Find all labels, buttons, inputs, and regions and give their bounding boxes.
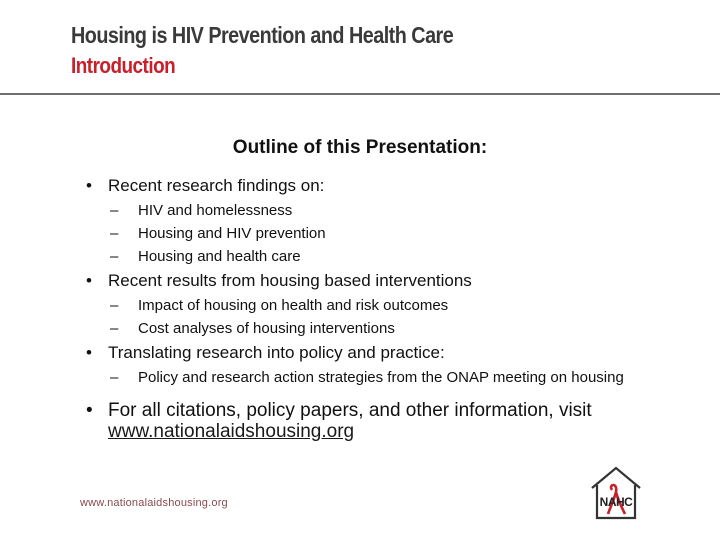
sub-bullet-item xyxy=(110,369,686,387)
sub-bullet-text: Impact of housing on health and risk outcomes xyxy=(138,297,449,314)
outline-list xyxy=(86,176,686,442)
sub-bullet-item xyxy=(110,225,686,243)
bullet-item xyxy=(86,343,686,363)
sub-bullet-item xyxy=(110,248,686,266)
logo-text: NAHC xyxy=(599,495,633,509)
sub-bullet-item xyxy=(110,202,686,220)
website-link[interactable]: www.nationalaidshousing.org xyxy=(108,421,355,442)
bullet-item-citations xyxy=(86,400,686,442)
nahc-logo xyxy=(588,464,644,522)
dash-glyph: – xyxy=(110,297,119,314)
bullet-glyph: • xyxy=(86,400,93,421)
outline-heading: Outline of this Presentation: xyxy=(232,137,488,158)
bullet-text: For all citations, policy papers, and other information, visit xyxy=(108,400,592,421)
bullet-glyph: • xyxy=(86,176,92,195)
sub-bullet-text: Housing and health care xyxy=(138,248,301,265)
bullet-item xyxy=(86,271,686,291)
dash-glyph: – xyxy=(110,202,119,219)
bullet-text: Translating research into policy and practice: xyxy=(108,343,445,362)
slide-title: Housing is HIV Prevention and Health Care xyxy=(71,22,454,48)
sub-bullet-text: Policy and research action strategies from the ONAP meeting on housing xyxy=(138,369,624,386)
spacer xyxy=(86,392,686,400)
header-divider xyxy=(0,93,720,95)
dash-glyph: – xyxy=(110,369,119,386)
dash-glyph: – xyxy=(110,248,119,265)
sub-bullet-item xyxy=(110,297,686,315)
sub-list xyxy=(110,202,686,266)
slide-header xyxy=(0,0,720,95)
house-logo-icon xyxy=(588,464,644,522)
dash-glyph: – xyxy=(110,320,119,337)
bullet-glyph: • xyxy=(86,343,92,362)
sub-bullet-text: Cost analyses of housing interventions xyxy=(138,320,395,337)
bullet-text: Recent research findings on: xyxy=(108,176,325,195)
footer-url: www.nationalaidshousing.org xyxy=(80,497,228,509)
sub-list xyxy=(110,297,686,338)
sub-bullet-item xyxy=(110,320,686,338)
bullet-item xyxy=(86,176,686,196)
dash-glyph: – xyxy=(110,225,119,242)
slide-subtitle: Introduction xyxy=(71,53,176,78)
sub-list xyxy=(110,369,686,387)
sub-bullet-text: HIV and homelessness xyxy=(138,202,293,219)
sub-bullet-text: Housing and HIV prevention xyxy=(138,225,326,242)
bullet-glyph: • xyxy=(86,271,92,290)
bullet-text: Recent results from housing based interventions xyxy=(108,271,472,290)
